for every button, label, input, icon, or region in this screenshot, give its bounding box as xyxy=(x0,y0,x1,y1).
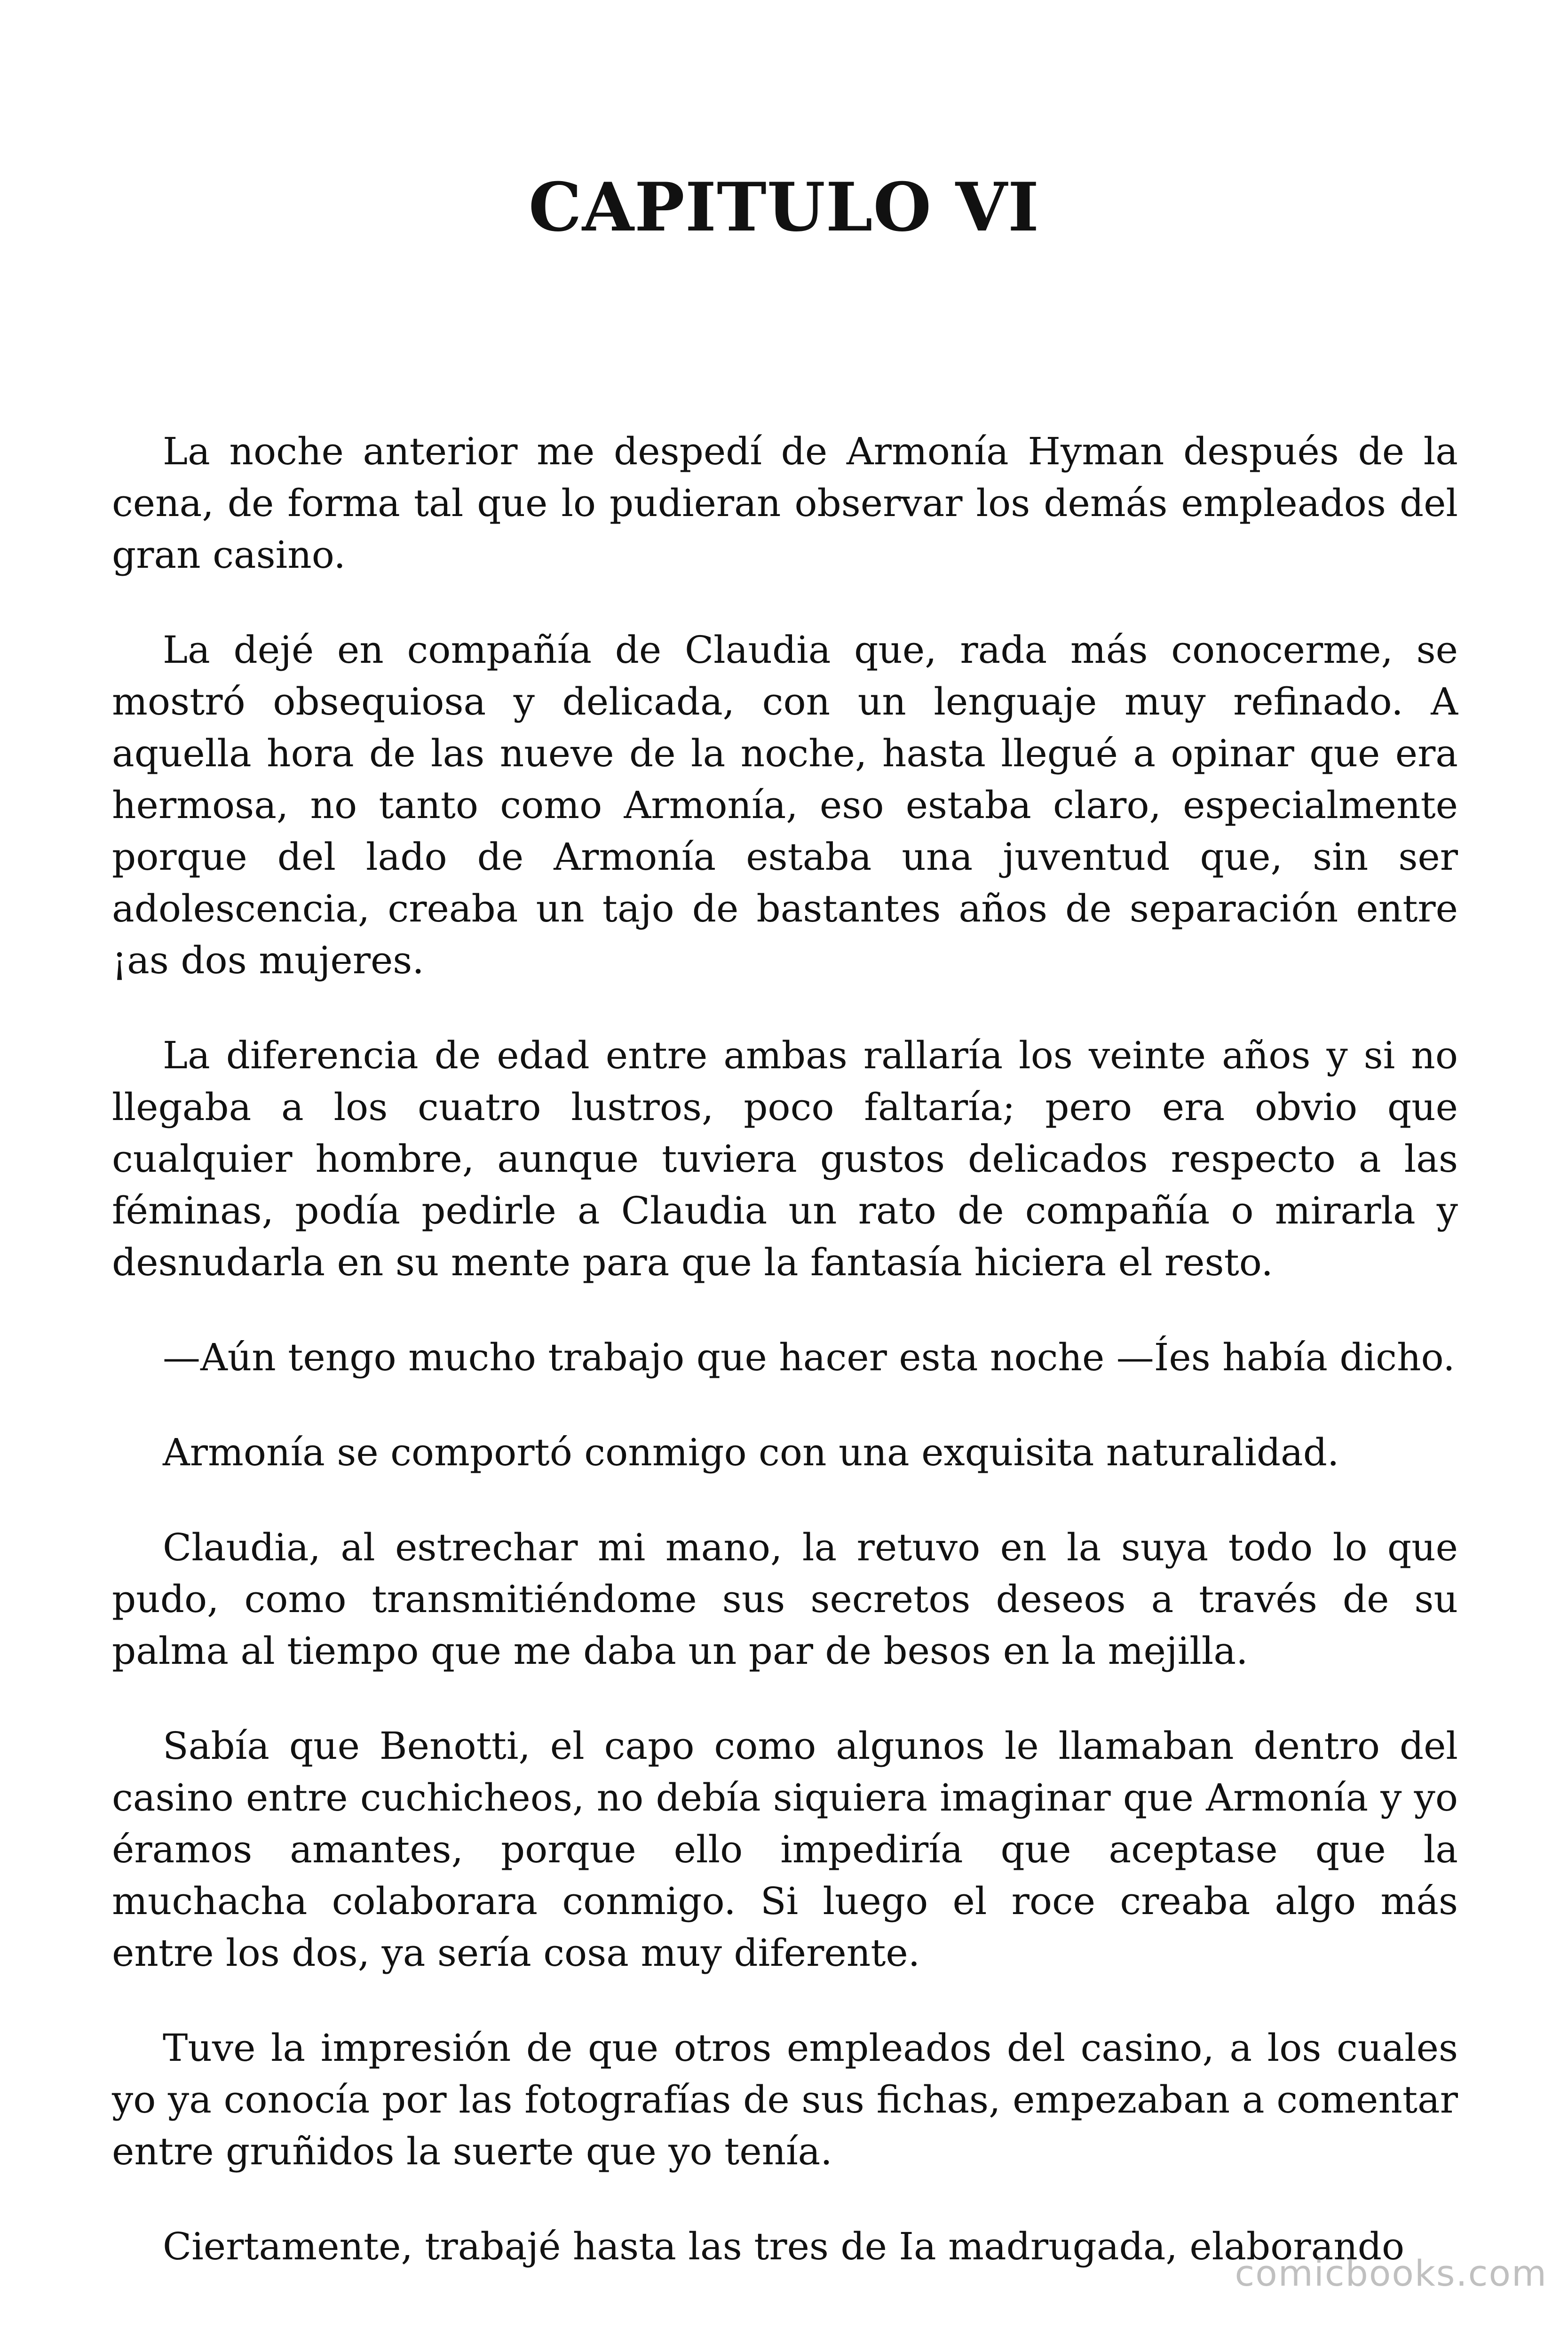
paragraph: Claudia, al estrechar mi mano, la retuvo en la suya todo lo que pudo, como transmitiéndome sus secretos deseos a través de su palma al tiempo que me daba un par de besos en la mejilla. xyxy=(112,1526,1458,1673)
watermark: comicbooks.com xyxy=(1235,2252,1547,2294)
chapter-title: CAPITULO VI xyxy=(528,168,1040,246)
paragraph: Sabía que Benotti, el capo como algunos le llamaban dentro del casino entre cuchicheos, no debía siquiera imaginar que Armonía y yo éramos amantes, porque ello impediría que aceptase que la muchacha colaborara conmigo. Si luego el roce creaba algo más entre los dos, ya sería cosa muy diferente. xyxy=(112,1724,1458,1975)
paragraph: —Aún tengo mucho trabajo que hacer esta noche —Íes había dicho. xyxy=(163,1335,1455,1379)
chapter-body xyxy=(112,426,1458,2316)
paragraph: La dejé en compañía de Claudia que, rada más conocerme, se mostró obsequiosa y delicada, con un lenguaje muy refinado. A aquella hora de las nueve de la noche, hasta llegué a opinar que era hermosa, no tanto como Armonía, eso estaba claro, especialmente porque del lado de Armonía estaba una juventud que, sin ser adolescencia, creaba un tajo de bastantes años de separación entre ¡as dos mujeres. xyxy=(112,628,1458,982)
paragraph: La noche anterior me despedí de Armonía Hyman después de la cena, de forma tal que lo pudieran observar los demás empleados del gran casino. xyxy=(112,429,1458,577)
paragraph: Armonía se comportó conmigo con una exquisita naturalidad. xyxy=(163,1430,1339,1474)
paragraph: Ciertamente, trabajé hasta las tres de Ia madrugada, elaborando xyxy=(163,2225,1405,2268)
paragraph: La diferencia de edad entre ambas rallaría los veinte años y si no llegaba a los cuatro lustros, poco faltaría; pero era obvio que cualquier hombre, aunque tuviera gustos delicados respecto a las féminas, podía pedirle a Claudia un rato de compañía o mirarla y desnudarla en su mente para que la fantasía hiciera el resto. xyxy=(112,1033,1458,1284)
paragraph: Tuve la impresión de que otros empleados del casino, a los cuales yo ya conocía por las fotografías de sus fichas, empezaban a comentar entre gruñidos la suerte que yo tenía. xyxy=(112,2026,1458,2173)
